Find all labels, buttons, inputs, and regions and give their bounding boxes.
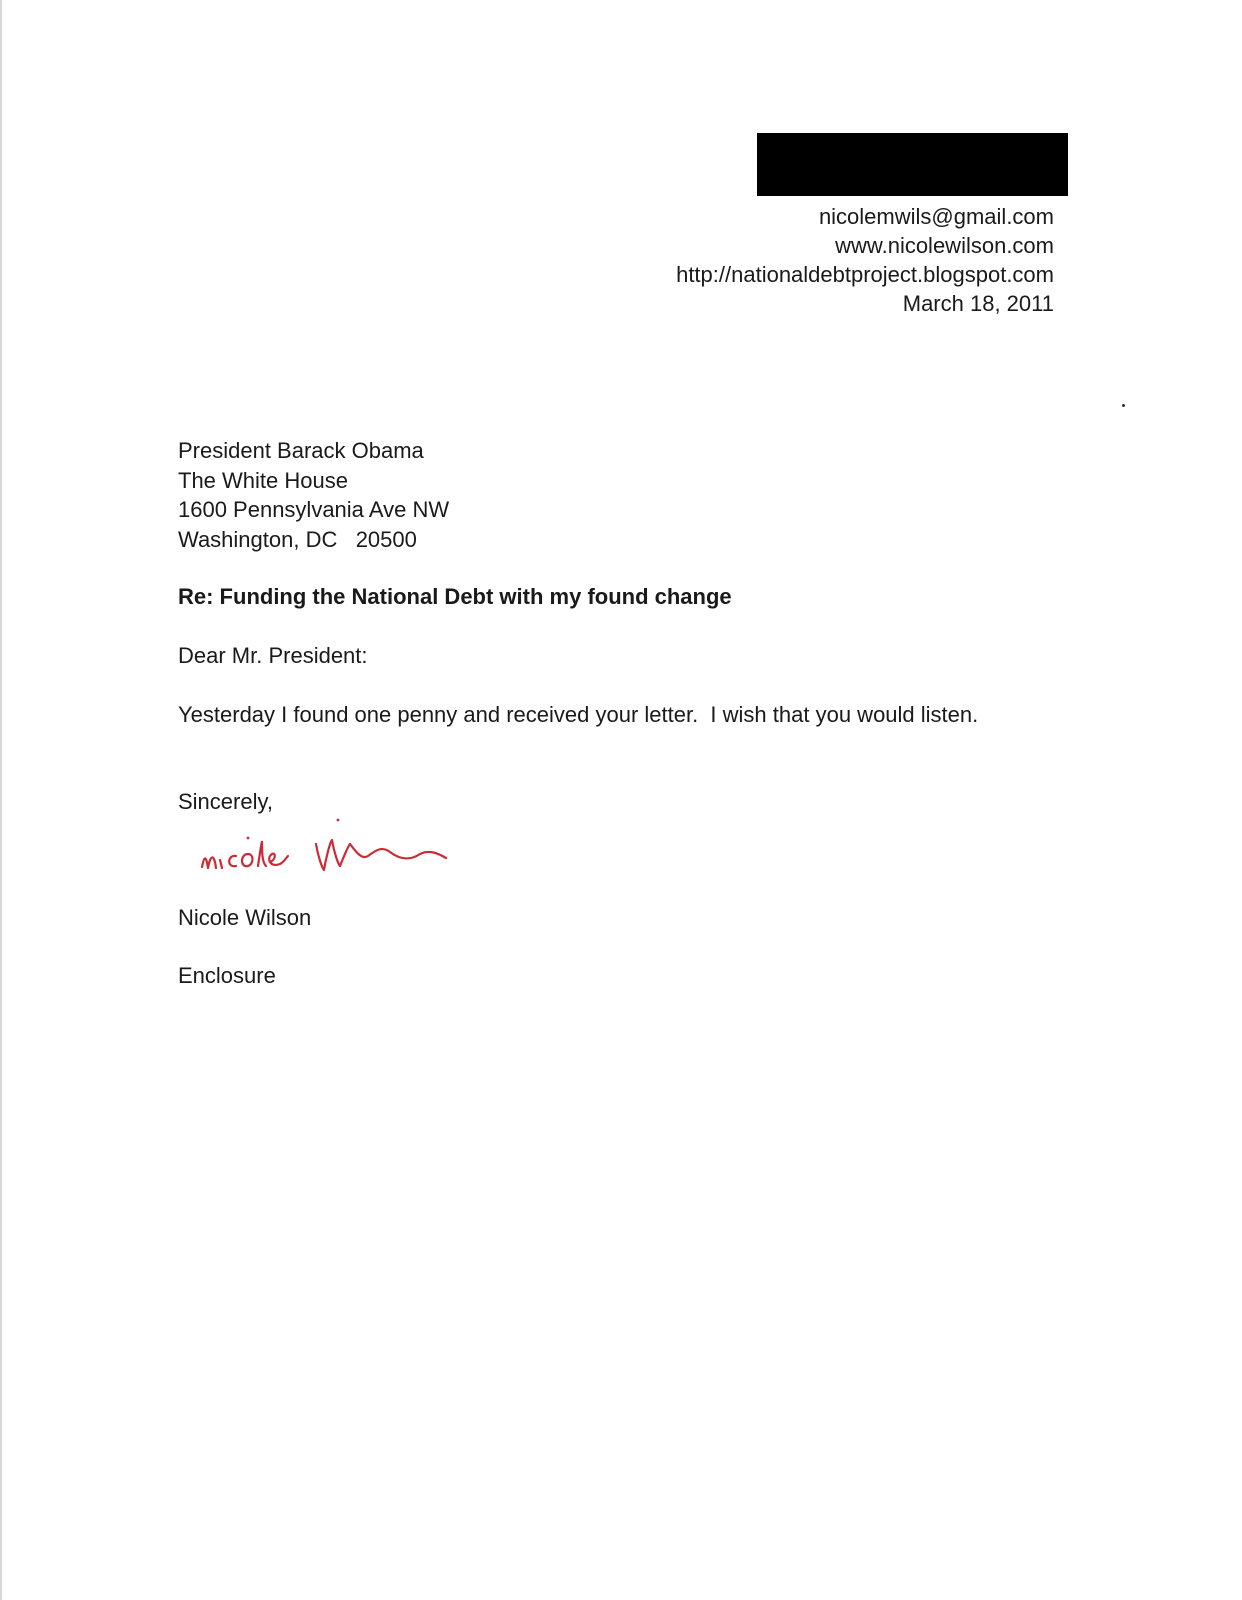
letter-date: March 18, 2011 [902,291,1054,316]
recipient-name: President Barack Obama [178,438,424,463]
recipient-street: 1600 Pennsylvania Ave NW [178,497,450,522]
letter-body: Yesterday I found one penny and received your letter. I wish that you would listen. [178,702,979,727]
closing: Sincerely, [178,789,273,814]
sender-header [676,202,1054,318]
salutation: Dear Mr. President: [178,643,368,668]
sender-website: www.nicolewilson.com [835,233,1054,258]
sender-blog: http://nationaldebtproject.blogspot.com [676,262,1054,287]
sender-email: nicolemwils@gmail.com [818,204,1054,229]
recipient-address [178,436,449,554]
scan-edge [0,0,2,1600]
enclosure-note: Enclosure [178,963,276,988]
subject-line: Re: Funding the National Debt with my found change [178,584,732,609]
recipient-organization: The White House [178,467,348,493]
recipient-city: Washington, DC 20500 [178,526,417,552]
redacted-address-block [757,133,1068,196]
handwritten-signature [196,812,496,902]
scan-speck [1122,404,1125,407]
signer-name: Nicole Wilson [178,905,312,930]
